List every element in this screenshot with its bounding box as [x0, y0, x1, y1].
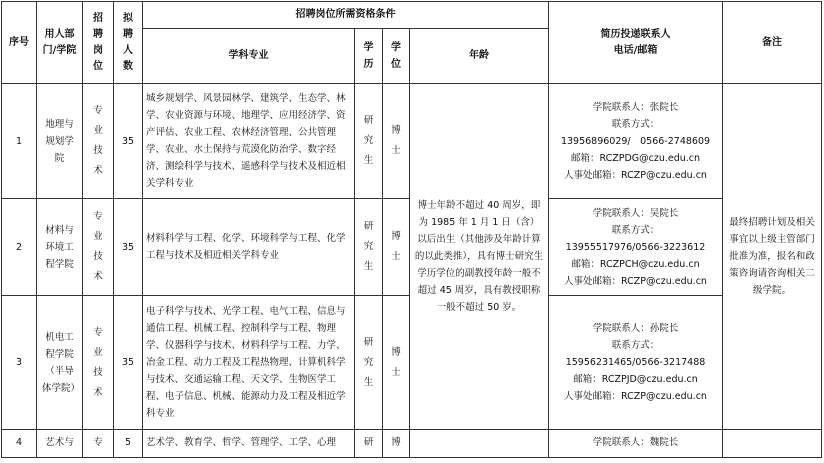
header-degree-label: 学位	[391, 42, 401, 70]
row-degree	[383, 296, 410, 430]
row-count: 35	[114, 84, 143, 199]
row-count: 35	[114, 199, 143, 296]
row-no: 3	[2, 296, 37, 430]
row-dept	[37, 84, 83, 199]
row-education: 研	[355, 430, 383, 458]
header-age: 年龄	[410, 29, 549, 84]
contact-hr-email: 人事处邮箱：RCZP@czu.edu.cn	[564, 169, 707, 181]
row-education-text: 研究生	[363, 221, 374, 272]
row-count: 35	[114, 296, 143, 430]
header-count	[114, 2, 143, 84]
row-major: 城乡规划学、风景园林学、建筑学、生态学、林学、农业资源与环境、地理学、应用经济学、资产评估、农业工程、农林经济管理、公共管理学、农业、水土保持与荒漠化防治学、数字经济、测绘科学与技术、遥感科学与技术及相近相关学科专业	[143, 84, 355, 199]
row-count: 5	[114, 430, 143, 458]
recruitment-table	[1, 1, 822, 458]
table-row	[2, 84, 822, 199]
row-degree	[383, 199, 410, 296]
row-no: 2	[2, 199, 37, 296]
row-age-empty	[410, 430, 549, 458]
contact-person: 学院联系人：张院长	[592, 101, 679, 113]
contact-person: 学院联系人：孙院长	[592, 323, 679, 334]
contact-email: 邮箱：RCZPCH@czu.edu.cn	[571, 258, 700, 270]
row-education	[355, 296, 383, 430]
row-no: 4	[2, 430, 37, 458]
header-post-label: 招聘岗位	[93, 12, 103, 72]
row-dept-text: 材料与环境工程学院	[45, 224, 74, 270]
contact-person: 学院联系人：吴院长	[592, 207, 679, 219]
header-remarks: 备注	[723, 2, 822, 84]
row-major: 材料科学与工程、化学、环境科学与工程、化学工程与技术及相近相关学科专业	[143, 199, 355, 296]
contact-phone: 13956896029/ 0566-2748609	[560, 135, 711, 147]
row-contact	[549, 430, 723, 458]
remarks: 最终招聘计划及相关事宜以上级主管部门批准为准，报名和政策咨询请咨询相关二级学院。	[723, 84, 822, 430]
header-education-label: 学历	[363, 42, 374, 70]
row-post-text: 专业技术	[93, 105, 103, 176]
row-remarks-empty	[723, 430, 822, 458]
row-education-text: 研究生	[363, 336, 374, 388]
header-post	[83, 2, 114, 84]
row-major: 电子科学与技术、光学工程、电气工程、信息与通信工程、机械工程、控制科学与工程、物理学、仪器科学与技术、材料科学与工程、力学、冶金工程、动力工程及工程热物理、计算机科学与技术、交通运输工程、天文学、生物医学工程、电子信息、机械、能源动力及工程及相近学科专业	[143, 296, 355, 430]
contact-hr-email: 人事处邮箱：RCZP@czu.edu.cn	[564, 391, 707, 402]
contact-email: 邮箱：RCZPDG@czu.edu.cn	[570, 152, 701, 164]
row-education-text: 研究生	[363, 115, 374, 166]
contact-phone-label: 联系方式：	[611, 118, 660, 130]
row-dept-text: 地理与规划学院	[45, 118, 74, 164]
header-education	[355, 29, 383, 84]
header-dept-label: 用人部门/学院	[42, 28, 77, 56]
row-dept-text: 机电工程学院（半导体学院）	[42, 331, 81, 394]
table-row	[2, 430, 822, 458]
contact-email: 邮箱：RCZPJD@czu.edu.cn	[573, 374, 698, 385]
row-post	[83, 199, 114, 296]
row-no: 1	[2, 84, 37, 199]
row-degree-text: 博士	[391, 231, 401, 262]
row-degree	[383, 84, 410, 199]
row-contact	[549, 296, 723, 430]
row-education	[355, 199, 383, 296]
header-major: 学科专业	[143, 29, 355, 84]
row-contact	[549, 199, 723, 296]
row-contact	[549, 84, 723, 199]
header-conditions: 招聘岗位所需资格条件	[143, 2, 549, 29]
contact-phone-label: 联系方式：	[611, 340, 660, 351]
contact-person: 学院联系人：魏院长	[592, 437, 679, 448]
header-count-label: 拟聘人数	[123, 12, 133, 72]
row-degree: 博	[383, 430, 410, 458]
row-dept: 艺术与	[37, 430, 83, 458]
row-dept	[37, 296, 83, 430]
contact-phone: 15956231465/0566-3217488	[565, 357, 706, 368]
contact-hr-email: 人事处邮箱：RCZP@czu.edu.cn	[564, 275, 707, 287]
header-degree	[383, 29, 410, 84]
row-degree-text: 博士	[391, 125, 401, 156]
row-degree-text: 博士	[391, 346, 401, 378]
row-post: 专	[83, 430, 114, 458]
row-education	[355, 84, 383, 199]
row-dept	[37, 199, 83, 296]
age-requirement: 博士年龄不超过 40 周岁，即为 1985 年 1 月 1 日（含）以后出生（其他涉及年龄计算的以此类推），具有博士研究生学历学位的副教授年龄一般不超过 45 周岁，具有教授职称一般不超过 50 岁。	[410, 84, 549, 430]
header-contact: 简历投递联系人 电话/邮箱	[549, 2, 723, 84]
row-major: 艺术学、教育学、哲学、管理学、工学、心理	[143, 430, 355, 458]
row-post	[83, 296, 114, 430]
contact-phone: 13955517976/0566-3223612	[565, 241, 706, 253]
row-post	[83, 84, 114, 199]
contact-phone-label: 联系方式：	[611, 224, 660, 236]
row-post-text: 专业技术	[93, 326, 103, 398]
header-dept	[37, 2, 83, 84]
row-post-text: 专业技术	[93, 211, 103, 282]
header-no: 序号	[2, 2, 37, 84]
